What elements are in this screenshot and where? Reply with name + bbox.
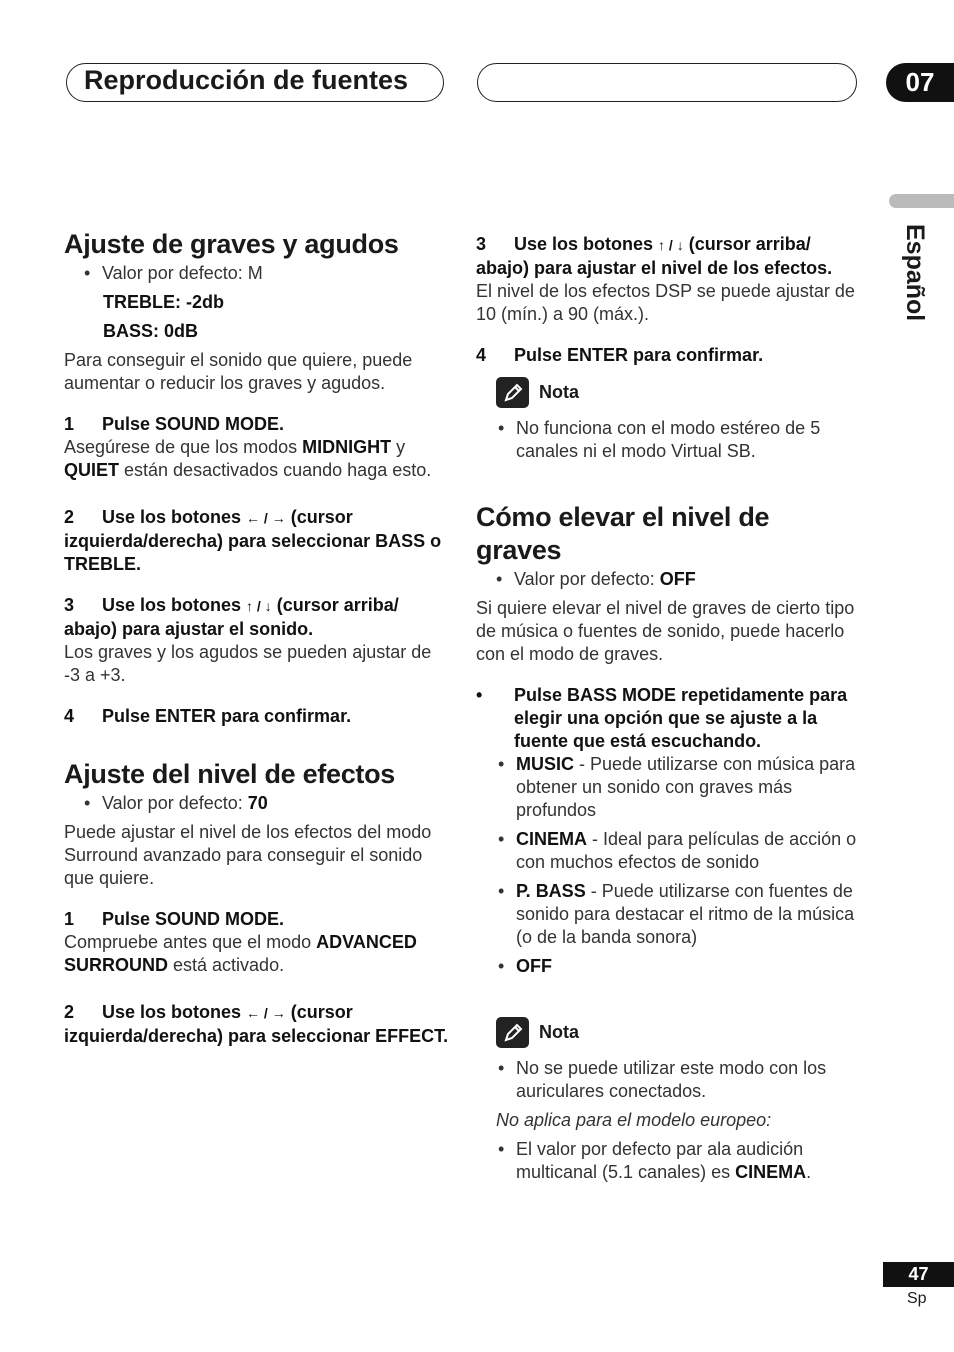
- step-1: [64, 413, 449, 436]
- page-lang-code: Sp: [907, 1290, 927, 1307]
- effects-step-2: [64, 1001, 449, 1048]
- default-value-off: [496, 568, 858, 591]
- step-text: Use los botones: [102, 1002, 247, 1022]
- body-text: están desactivados cuando haga esto.: [119, 460, 432, 480]
- option-desc: - Ideal para películas de acción o con muchos efectos de sonido: [516, 829, 857, 872]
- note-1-header: [496, 377, 858, 408]
- body-text: Compruebe antes que el modo: [64, 932, 317, 952]
- body-text: Asegúrese de que los modos: [64, 437, 303, 457]
- effects-intro: Puede ajustar el nivel de los efectos del modo Surround avanzado para conseguir el sonido que quiere.: [64, 822, 432, 888]
- step-text: Pulse SOUND MODE.: [102, 414, 285, 434]
- step-number: 4: [476, 345, 487, 365]
- option-p-bass: [498, 880, 858, 949]
- option-name: CINEMA: [516, 829, 587, 849]
- step-text: (cursor arriba/ abajo) para ajustar el nivel de los efectos.: [476, 234, 833, 278]
- right-column: [476, 233, 858, 1184]
- effects-step-1: [64, 908, 449, 931]
- step-number: 2: [64, 1002, 75, 1022]
- note-2-header: [496, 1017, 858, 1048]
- section-title-effects: Ajuste del nivel de efectos: [64, 759, 396, 789]
- section-title-bass-treble: Ajuste de graves y agudos: [64, 229, 399, 259]
- body-text: y: [391, 437, 406, 457]
- step-text: Pulse SOUND MODE.: [102, 909, 285, 929]
- up-down-arrows-icon: ↑ / ↓: [658, 237, 684, 253]
- default-value-70: [84, 792, 449, 815]
- header-blank-pill: [477, 63, 857, 102]
- step-text: Pulse ENTER para confirmar.: [514, 345, 764, 365]
- default-value-m: [84, 262, 449, 285]
- step-text: Pulse BASS MODE repetidamente para elegir una opción que se ajuste a la fuente que está escuchando.: [514, 685, 848, 751]
- bass-step: [476, 684, 858, 753]
- step-text: Use los botones: [102, 595, 247, 615]
- option-desc: - Puede utilizarse con música para obtener un sonido con graves más profundos: [516, 754, 856, 820]
- section-title-bass-level: Cómo elevar el nivel de graves: [476, 502, 770, 565]
- option-desc: - Puede utilizarse con fuentes de sonido para destacar el ritmo de la música (o de la banda sonora): [516, 881, 855, 947]
- option-music: [498, 753, 858, 822]
- body-text: está activado.: [168, 955, 285, 975]
- step-2: [64, 506, 449, 576]
- language-label: Español: [901, 224, 929, 322]
- intro-text: Para conseguir el sonido que quiere, puede aumentar o reducir los graves y agudos.: [64, 350, 413, 393]
- bass-default: BASS: 0dB: [103, 321, 199, 341]
- default-number: 70: [247, 793, 268, 813]
- header-title: Reproducción de fuentes: [84, 65, 409, 95]
- step-4: [64, 705, 449, 728]
- effects-step-3-body: El nivel de los efectos DSP se puede ajustar de 10 (mín.) a 90 (máx.).: [476, 281, 855, 324]
- up-down-arrows-icon: ↑ / ↓: [246, 598, 272, 614]
- mode-advanced-surround: ADVANCED SURROUND: [64, 932, 417, 975]
- step-number: 1: [64, 909, 75, 929]
- step-text: (cursor arriba/ abajo) para ajustar el sonido.: [64, 595, 399, 639]
- note-1-text: • No funciona con el modo estéreo de 5 canales ni el modo Virtual SB.: [498, 417, 858, 463]
- step-3-body: Los graves y los agudos se pueden ajustar de -3 a +3.: [64, 642, 432, 685]
- default-text: Valor por defecto: M: [102, 263, 263, 283]
- default-text: Valor por defecto:: [514, 569, 660, 589]
- mode-midnight: MIDNIGHT: [302, 437, 392, 457]
- note-body: .: [806, 1162, 812, 1182]
- note-label: Nota: [539, 382, 579, 402]
- step-text: Use los botones: [102, 507, 247, 527]
- step-text: Pulse ENTER para confirmar.: [102, 706, 352, 726]
- bass-intro: Si quiere elevar el nivel de graves de cierto tipo de música o fuentes de sonido, puede hacerlo con el modo de graves.: [476, 598, 855, 664]
- left-right-arrows-icon: ← / →: [246, 510, 286, 526]
- bass-options-list: [498, 753, 858, 978]
- step-number: 2: [64, 507, 75, 527]
- step-text: (cursor izquierda/derecha) para seleccionar BASS o TREBLE.: [64, 507, 442, 574]
- language-tab: [889, 194, 954, 208]
- step-number: 1: [64, 414, 75, 434]
- left-column: [64, 228, 449, 1048]
- cinema-value: CINEMA: [735, 1162, 807, 1182]
- option-name: P. BASS: [516, 881, 586, 901]
- note-2-text: • No se puede utilizar este modo con los auriculares conectados.: [498, 1057, 858, 1103]
- note-label: Nota: [539, 1022, 579, 1042]
- note-body: El valor por defecto par ala audición multicanal (5.1 canales) es: [516, 1139, 804, 1182]
- step-text: Use los botones: [514, 234, 659, 254]
- note-pencil-icon: [496, 377, 529, 408]
- left-right-arrows-icon: ← / →: [246, 1005, 286, 1021]
- step-number: 4: [64, 706, 75, 726]
- page-number: 47: [883, 1262, 954, 1287]
- option-name: MUSIC: [516, 754, 574, 774]
- step-text: (cursor izquierda/derecha) para seleccionar EFFECT.: [64, 1002, 449, 1046]
- note-pencil-icon: [496, 1017, 529, 1048]
- note-2-text2: [498, 1138, 858, 1184]
- option-cinema: [498, 828, 858, 874]
- option-off: [498, 955, 858, 978]
- effects-step-4: [476, 344, 858, 367]
- option-name: OFF: [516, 956, 552, 976]
- treble-default: TREBLE: -2db: [103, 292, 224, 312]
- effects-step-1-body: [64, 931, 449, 977]
- step-number: 3: [64, 595, 75, 615]
- chapter-number: 07: [886, 63, 954, 102]
- note-2-italic: No aplica para el modelo europeo:: [496, 1110, 772, 1130]
- effects-step-3: [476, 233, 858, 280]
- step-number: 3: [476, 234, 487, 254]
- default-text: Valor por defecto:: [102, 793, 248, 813]
- mode-quiet: QUIET: [64, 460, 120, 480]
- step-1-body: [64, 436, 449, 482]
- step-3: [64, 594, 449, 641]
- default-off: OFF: [659, 569, 696, 589]
